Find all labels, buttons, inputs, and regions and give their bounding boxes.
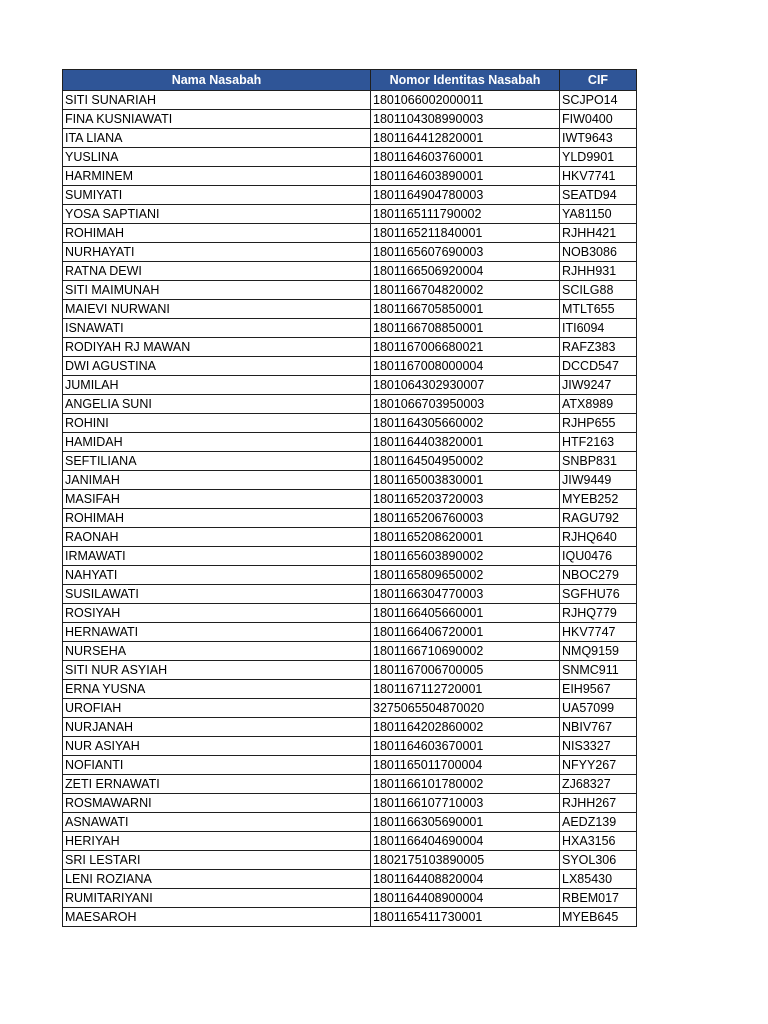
cell-nomor-identitas: 1801164603890001 [371, 166, 560, 185]
table-row [63, 584, 637, 603]
cell-nomor-identitas: 1801164305660002 [371, 413, 560, 432]
cell-nomor-identitas: 3275065504870020 [371, 698, 560, 717]
table-row [63, 793, 637, 812]
table-row [63, 470, 637, 489]
cell-nama-nasabah: HAMIDAH [63, 432, 371, 451]
cell-cif: HKV7747 [560, 622, 637, 641]
cell-nomor-identitas: 1801166405660001 [371, 603, 560, 622]
cell-cif: NBOC279 [560, 565, 637, 584]
table-row [63, 147, 637, 166]
table-row [63, 299, 637, 318]
cell-nama-nasabah: HERIYAH [63, 831, 371, 850]
cell-nomor-identitas: 1801165003830001 [371, 470, 560, 489]
cell-nomor-identitas: 1801164408900004 [371, 888, 560, 907]
cell-cif: UA57099 [560, 698, 637, 717]
cell-nama-nasabah: NUR ASIYAH [63, 736, 371, 755]
table-row [63, 242, 637, 261]
column-header-nomor-identitas: Nomor Identitas Nasabah [371, 70, 560, 91]
cell-nama-nasabah: ISNAWATI [63, 318, 371, 337]
cell-cif: RJHH931 [560, 261, 637, 280]
table-row [63, 736, 637, 755]
cell-nomor-identitas: 1802175103890005 [371, 850, 560, 869]
cell-nomor-identitas: 1801167112720001 [371, 679, 560, 698]
cell-nomor-identitas: 1801165603890002 [371, 546, 560, 565]
table-row [63, 375, 637, 394]
cell-nama-nasabah: IRMAWATI [63, 546, 371, 565]
cell-nama-nasabah: RUMITARIYANI [63, 888, 371, 907]
cell-cif: NBIV767 [560, 717, 637, 736]
cell-cif: ITI6094 [560, 318, 637, 337]
cell-cif: RJHQ640 [560, 527, 637, 546]
cell-cif: MYEB645 [560, 907, 637, 926]
cell-cif: RBEM017 [560, 888, 637, 907]
table-row [63, 527, 637, 546]
cell-cif: RJHH267 [560, 793, 637, 812]
cell-nama-nasabah: ZETI ERNAWATI [63, 774, 371, 793]
cell-cif: HKV7741 [560, 166, 637, 185]
cell-cif: SCILG88 [560, 280, 637, 299]
cell-nama-nasabah: JUMILAH [63, 375, 371, 394]
table-row [63, 907, 637, 926]
cell-cif: RJHP655 [560, 413, 637, 432]
cell-nama-nasabah: UROFIAH [63, 698, 371, 717]
cell-nomor-identitas: 1801165011700004 [371, 755, 560, 774]
table-row [63, 489, 637, 508]
table-row [63, 660, 637, 679]
cell-cif: NIS3327 [560, 736, 637, 755]
table-row [63, 679, 637, 698]
table-row [63, 261, 637, 280]
table-row [63, 641, 637, 660]
cell-nomor-identitas: 1801165206760003 [371, 508, 560, 527]
customer-table [62, 69, 637, 927]
cell-nomor-identitas: 1801165211840001 [371, 223, 560, 242]
table-row [63, 394, 637, 413]
cell-nama-nasabah: ERNA YUSNA [63, 679, 371, 698]
cell-nama-nasabah: RODIYAH RJ MAWAN [63, 337, 371, 356]
cell-nama-nasabah: FINA KUSNIAWATI [63, 109, 371, 128]
table-row [63, 223, 637, 242]
cell-nomor-identitas: 1801164603760001 [371, 147, 560, 166]
cell-nomor-identitas: 1801164403820001 [371, 432, 560, 451]
cell-cif: SCJPO14 [560, 90, 637, 109]
cell-nama-nasabah: ROHIMAH [63, 223, 371, 242]
table-row [63, 204, 637, 223]
cell-nomor-identitas: 1801166101780002 [371, 774, 560, 793]
header-row [63, 70, 637, 91]
table-row [63, 869, 637, 888]
cell-nama-nasabah: ROHIMAH [63, 508, 371, 527]
cell-nama-nasabah: NOFIANTI [63, 755, 371, 774]
cell-nama-nasabah: JANIMAH [63, 470, 371, 489]
cell-cif: JIW9449 [560, 470, 637, 489]
cell-nama-nasabah: SUMIYATI [63, 185, 371, 204]
cell-nomor-identitas: 1801165208620001 [371, 527, 560, 546]
cell-nomor-identitas: 1801104308990003 [371, 109, 560, 128]
cell-nama-nasabah: ROHINI [63, 413, 371, 432]
cell-cif: NFYY267 [560, 755, 637, 774]
table-row [63, 128, 637, 147]
table-row [63, 698, 637, 717]
cell-cif: RJHH421 [560, 223, 637, 242]
cell-nama-nasabah: MASIFAH [63, 489, 371, 508]
cell-cif: JIW9247 [560, 375, 637, 394]
cell-cif: ATX8989 [560, 394, 637, 413]
cell-nomor-identitas: 1801166705850001 [371, 299, 560, 318]
table-row [63, 432, 637, 451]
cell-nomor-identitas: 1801164904780003 [371, 185, 560, 204]
cell-nama-nasabah: SITI NUR ASYIAH [63, 660, 371, 679]
table-row [63, 413, 637, 432]
cell-nomor-identitas: 1801166704820002 [371, 280, 560, 299]
cell-nama-nasabah: ITA LIANA [63, 128, 371, 147]
cell-cif: IQU0476 [560, 546, 637, 565]
table-row [63, 622, 637, 641]
table-row [63, 166, 637, 185]
cell-nama-nasabah: RAONAH [63, 527, 371, 546]
table-row [63, 850, 637, 869]
table-row [63, 451, 637, 470]
cell-cif: NMQ9159 [560, 641, 637, 660]
table-row [63, 755, 637, 774]
cell-nama-nasabah: HARMINEM [63, 166, 371, 185]
table-row [63, 185, 637, 204]
cell-nama-nasabah: NAHYATI [63, 565, 371, 584]
table-row [63, 565, 637, 584]
cell-cif: LX85430 [560, 869, 637, 888]
table-row [63, 603, 637, 622]
cell-nomor-identitas: 1801166305690001 [371, 812, 560, 831]
cell-cif: RJHQ779 [560, 603, 637, 622]
cell-nama-nasabah: SITI MAIMUNAH [63, 280, 371, 299]
cell-nama-nasabah: NURSEHA [63, 641, 371, 660]
cell-nama-nasabah: YUSLINA [63, 147, 371, 166]
cell-cif: YA81150 [560, 204, 637, 223]
cell-nomor-identitas: 1801165411730001 [371, 907, 560, 926]
table-row [63, 280, 637, 299]
cell-nama-nasabah: ANGELIA SUNI [63, 394, 371, 413]
cell-nama-nasabah: HERNAWATI [63, 622, 371, 641]
cell-nama-nasabah: RATNA DEWI [63, 261, 371, 280]
cell-nama-nasabah: YOSA SAPTIANI [63, 204, 371, 223]
table-row [63, 774, 637, 793]
table-row [63, 356, 637, 375]
cell-nomor-identitas: 1801167008000004 [371, 356, 560, 375]
cell-cif: RAFZ383 [560, 337, 637, 356]
cell-nama-nasabah: ROSMAWARNI [63, 793, 371, 812]
cell-nomor-identitas: 1801165111790002 [371, 204, 560, 223]
cell-nomor-identitas: 1801165203720003 [371, 489, 560, 508]
cell-nomor-identitas: 1801164603670001 [371, 736, 560, 755]
cell-nama-nasabah: NURHAYATI [63, 242, 371, 261]
cell-cif: FIW0400 [560, 109, 637, 128]
cell-nama-nasabah: ASNAWATI [63, 812, 371, 831]
cell-nama-nasabah: NURJANAH [63, 717, 371, 736]
cell-nama-nasabah: ROSIYAH [63, 603, 371, 622]
table-row [63, 318, 637, 337]
cell-nomor-identitas: 1801165809650002 [371, 565, 560, 584]
cell-cif: SEATD94 [560, 185, 637, 204]
cell-cif: NOB3086 [560, 242, 637, 261]
cell-cif: ZJ68327 [560, 774, 637, 793]
table-row [63, 508, 637, 527]
cell-nama-nasabah: SEFTILIANA [63, 451, 371, 470]
table-row [63, 90, 637, 109]
table-row [63, 717, 637, 736]
table-row [63, 337, 637, 356]
cell-cif: AEDZ139 [560, 812, 637, 831]
cell-cif: HTF2163 [560, 432, 637, 451]
cell-nomor-identitas: 1801166710690002 [371, 641, 560, 660]
cell-nomor-identitas: 1801166506920004 [371, 261, 560, 280]
cell-cif: IWT9643 [560, 128, 637, 147]
cell-cif: MYEB252 [560, 489, 637, 508]
cell-cif: RAGU792 [560, 508, 637, 527]
cell-nomor-identitas: 1801064302930007 [371, 375, 560, 394]
cell-cif: YLD9901 [560, 147, 637, 166]
cell-cif: SNMC911 [560, 660, 637, 679]
cell-nomor-identitas: 1801166304770003 [371, 584, 560, 603]
cell-nomor-identitas: 1801164412820001 [371, 128, 560, 147]
cell-cif: SGFHU76 [560, 584, 637, 603]
cell-nomor-identitas: 1801167006700005 [371, 660, 560, 679]
cell-cif: EIH9567 [560, 679, 637, 698]
cell-nama-nasabah: LENI ROZIANA [63, 869, 371, 888]
table-row [63, 831, 637, 850]
table-row [63, 546, 637, 565]
table-row [63, 888, 637, 907]
cell-nama-nasabah: MAIEVI NURWANI [63, 299, 371, 318]
cell-nomor-identitas: 1801166404690004 [371, 831, 560, 850]
column-header-cif: CIF [560, 70, 637, 91]
cell-cif: SNBP831 [560, 451, 637, 470]
table-body [63, 90, 637, 926]
cell-nomor-identitas: 1801167006680021 [371, 337, 560, 356]
table-row [63, 109, 637, 128]
cell-nomor-identitas: 1801164408820004 [371, 869, 560, 888]
cell-nomor-identitas: 1801165607690003 [371, 242, 560, 261]
cell-cif: DCCD547 [560, 356, 637, 375]
cell-nomor-identitas: 1801166406720001 [371, 622, 560, 641]
column-header-nama-nasabah: Nama Nasabah [63, 70, 371, 91]
cell-nomor-identitas: 1801066002000011 [371, 90, 560, 109]
cell-nama-nasabah: MAESAROH [63, 907, 371, 926]
cell-cif: MTLT655 [560, 299, 637, 318]
cell-nama-nasabah: SITI SUNARIAH [63, 90, 371, 109]
cell-nama-nasabah: DWI AGUSTINA [63, 356, 371, 375]
cell-nama-nasabah: SUSILAWATI [63, 584, 371, 603]
cell-cif: HXA3156 [560, 831, 637, 850]
cell-nomor-identitas: 1801164202860002 [371, 717, 560, 736]
table-row [63, 812, 637, 831]
cell-cif: SYOL306 [560, 850, 637, 869]
cell-nomor-identitas: 1801166708850001 [371, 318, 560, 337]
cell-nomor-identitas: 1801066703950003 [371, 394, 560, 413]
cell-nomor-identitas: 1801164504950002 [371, 451, 560, 470]
cell-nomor-identitas: 1801166107710003 [371, 793, 560, 812]
cell-nama-nasabah: SRI LESTARI [63, 850, 371, 869]
